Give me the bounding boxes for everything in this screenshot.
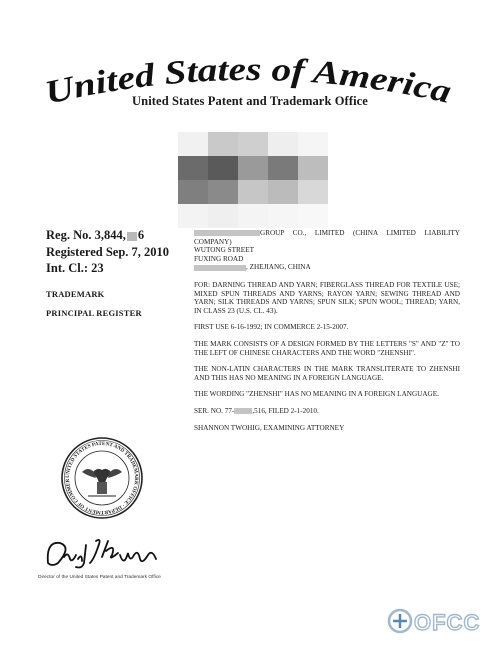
international-class: Int. Cl.: 23	[46, 261, 104, 275]
office-subtitle: United States Patent and Trademark Office	[132, 94, 368, 108]
mark-pixel	[178, 204, 208, 228]
mark-pixel	[238, 132, 268, 156]
mark-pixel	[178, 180, 208, 204]
mark-pixel	[178, 156, 208, 180]
mark-pixel	[298, 204, 328, 228]
mark-pixel	[268, 156, 298, 180]
transliteration-statement: THE NON-LATIN CHARACTERS IN THE MARK TRANSLITERATE TO ZHENSHI AND THIS HAS NO MEANING IN A FOREIGN LANGUAGE.	[194, 365, 460, 382]
redacted-city	[194, 265, 246, 271]
redacted-serial	[234, 408, 252, 414]
registration-number: Reg. No. 3,844, 6	[46, 228, 145, 242]
seal-text: UNITED STATES PATENT AND TRADEMARK OFFICE · DEPARTMENT OF COMMER	[64, 440, 140, 516]
mark-pixel	[238, 180, 268, 204]
owner-name: GROUP CO., LIMITED (CHINA LIMITED LIABILITY COMPANY)	[194, 229, 460, 246]
director-signature	[38, 533, 168, 573]
signature-caption: Director of the United States Patent and Trademark Office	[38, 575, 161, 580]
owner-city: , ZHEJIANG, CHINA	[194, 263, 460, 272]
trademark-image	[178, 132, 328, 228]
mark-pixel	[268, 204, 298, 228]
svg-text:OFCC	[414, 610, 480, 635]
owner-road: FUXING ROAD	[194, 254, 244, 263]
mark-description: THE MARK CONSISTS OF A DESIGN FORMED BY THE LETTERS "S" AND "Z" TO THE LEFT OF CHINESE CHARACTERS AND THE WORD "ZHENSHI".	[194, 339, 460, 357]
mark-pixel	[268, 132, 298, 156]
owner-address	[194, 229, 460, 272]
redacted-owner	[194, 230, 260, 236]
registration-details	[194, 229, 460, 440]
mark-pixel	[268, 180, 298, 204]
goods-description: FOR: DARNING THREAD AND YARN; FIBERGLASS THREAD FOR TEXTILE USE; MIXED SPUN THREADS AND YARNS; RAYON YARN; SEWING THREAD AND YARN; SILK THREADS AND YARNS; SPUN SILK; SPUN WOOL; THREAD; YARN, IN CLASS 23 (U.S. CL. 43).	[194, 280, 460, 315]
certificate-title-text: United States of America	[41, 51, 452, 112]
principal-register-label: PRINCIPAL REGISTER	[46, 308, 142, 318]
registration-block	[46, 227, 169, 277]
owner-street: WUTONG STREET	[194, 246, 254, 255]
trademark-label: TRADEMARK	[46, 289, 105, 299]
mark-pixel	[298, 132, 328, 156]
first-use: FIRST USE 6-16-1992; IN COMMERCE 2-15-2007.	[194, 323, 349, 332]
mark-pixel	[208, 180, 238, 204]
registration-date: Registered Sep. 7, 2010	[46, 244, 170, 259]
mark-pixel	[208, 204, 238, 228]
redacted-digit	[127, 232, 137, 241]
mark-pixel	[208, 156, 238, 180]
mark-pixel	[298, 180, 328, 204]
wording-statement: THE WORDING "ZHENSHI" HAS NO MEANING IN A FOREIGN LANGUAGE.	[194, 390, 439, 399]
mark-pixel	[238, 204, 268, 228]
mark-pixel	[178, 132, 208, 156]
mark-pixel	[238, 156, 268, 180]
uspto-seal-icon	[60, 436, 144, 520]
mark-pixel	[208, 132, 238, 156]
examining-attorney: SHANNON TWOHIG, EXAMINING ATTORNEY	[194, 423, 345, 432]
serial-number: SER. NO. 77- ,516, FILED 2-1-2010.	[194, 406, 319, 415]
ofcc-watermark-logo	[386, 606, 486, 636]
watermark-text: OFCC	[414, 610, 481, 635]
mark-pixel	[298, 156, 328, 180]
